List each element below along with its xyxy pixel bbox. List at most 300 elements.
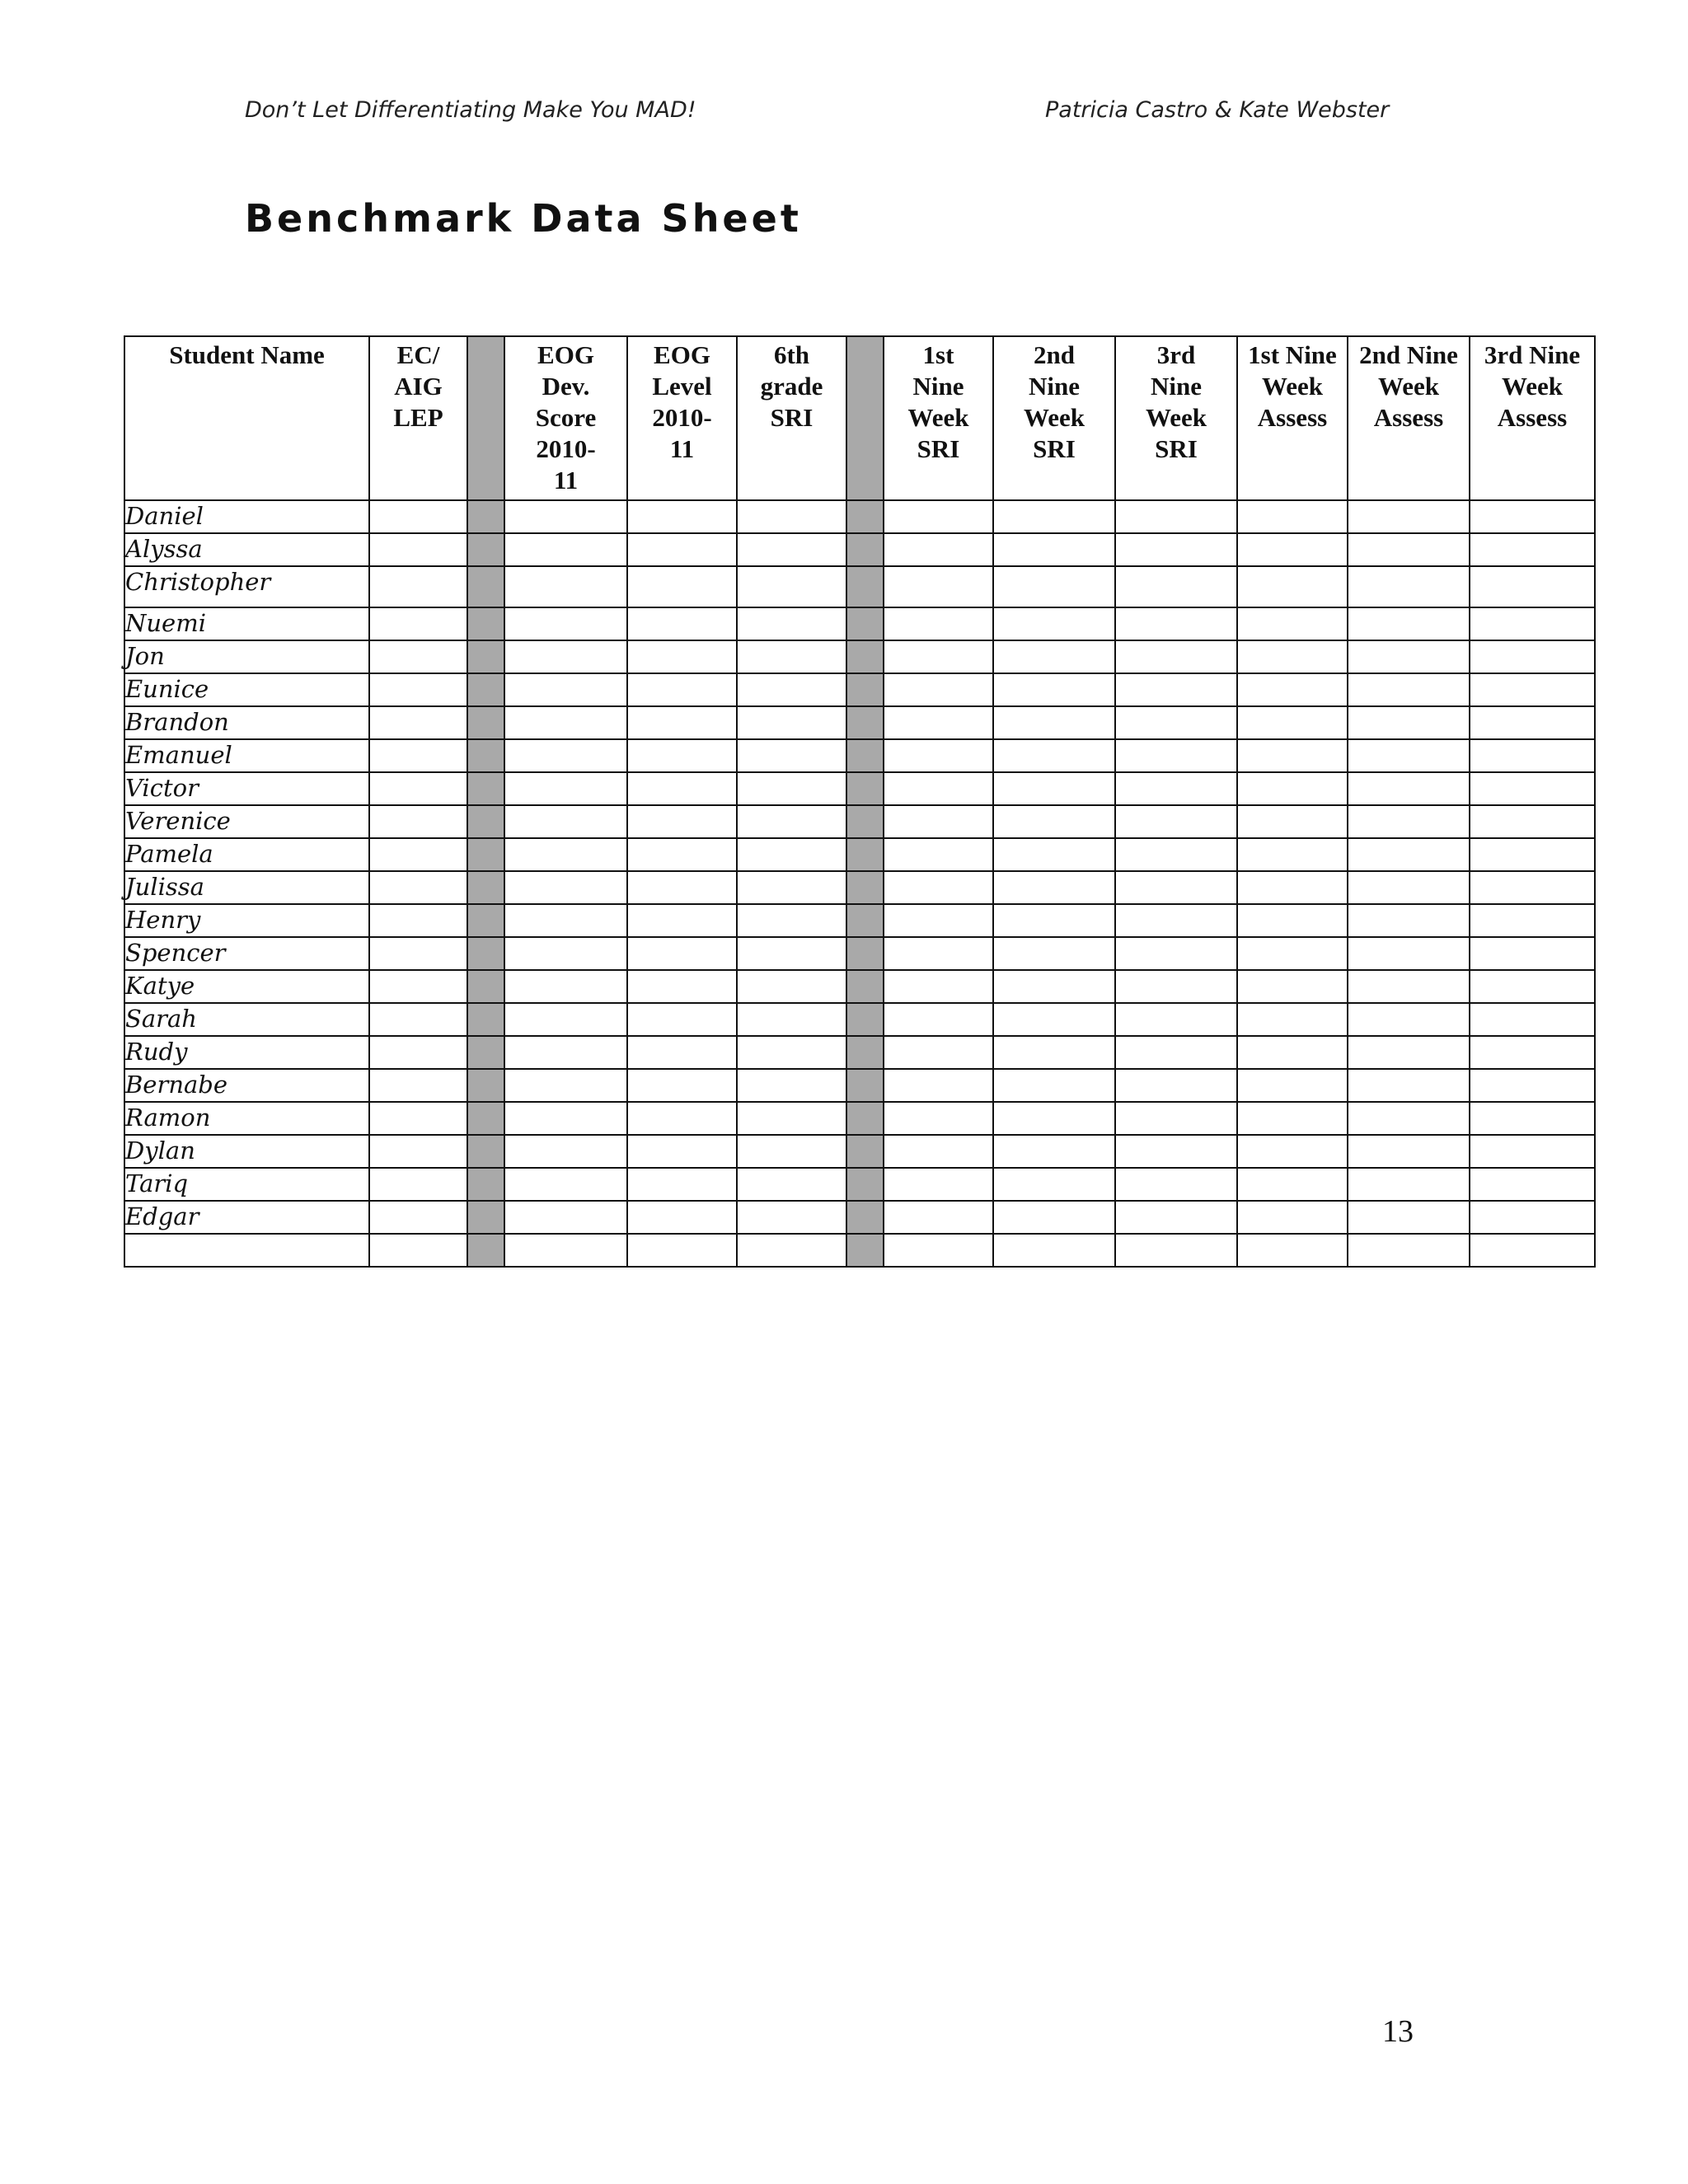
data-entry-cell[interactable]	[369, 970, 467, 1003]
data-entry-cell[interactable]	[1115, 805, 1237, 838]
col-student-name	[124, 336, 369, 500]
data-entry-cell[interactable]	[369, 1102, 467, 1135]
divider-cell	[467, 706, 504, 739]
data-entry-cell[interactable]	[1348, 1168, 1470, 1201]
student-name: Brandon	[124, 706, 369, 739]
data-entry-cell[interactable]	[504, 937, 627, 970]
data-entry-cell[interactable]	[1115, 871, 1237, 904]
col-eog-dev-score	[504, 336, 627, 500]
student-name: Nuemi	[124, 607, 369, 640]
data-entry-cell[interactable]	[1115, 1102, 1237, 1135]
data-entry-cell[interactable]	[1470, 739, 1595, 772]
data-entry-cell[interactable]	[369, 772, 467, 805]
data-entry-cell[interactable]	[1237, 1168, 1348, 1201]
data-entry-cell[interactable]	[504, 1036, 627, 1069]
data-entry-cell[interactable]	[1470, 937, 1595, 970]
data-entry-cell[interactable]	[1115, 566, 1237, 607]
data-entry-cell[interactable]	[737, 805, 846, 838]
data-entry-cell[interactable]	[504, 1201, 627, 1234]
col-3rd-nine-week-sri	[1115, 336, 1237, 500]
data-entry-cell[interactable]	[504, 673, 627, 706]
data-entry-cell[interactable]	[884, 1003, 993, 1036]
data-entry-cell[interactable]	[627, 1234, 737, 1267]
data-entry-cell[interactable]	[627, 739, 737, 772]
data-entry-cell[interactable]	[1237, 566, 1348, 607]
data-entry-cell[interactable]	[1237, 838, 1348, 871]
data-entry-cell[interactable]	[627, 533, 737, 566]
data-entry-cell[interactable]	[1115, 772, 1237, 805]
divider-cell	[467, 871, 504, 904]
header-line: 1st	[922, 340, 954, 369]
data-entry-cell[interactable]	[1115, 937, 1237, 970]
data-entry-cell[interactable]	[1470, 1003, 1595, 1036]
data-entry-cell[interactable]	[369, 706, 467, 739]
header-line: 2nd	[1034, 340, 1075, 369]
data-entry-cell[interactable]	[737, 1069, 846, 1102]
data-entry-cell[interactable]	[993, 500, 1115, 533]
student-name: Dylan	[124, 1135, 369, 1168]
data-entry-cell[interactable]	[504, 640, 627, 673]
student-name: Rudy	[124, 1036, 369, 1069]
data-entry-cell[interactable]	[1237, 970, 1348, 1003]
data-entry-cell[interactable]	[627, 937, 737, 970]
data-entry-cell[interactable]	[1237, 772, 1348, 805]
divider-cell	[467, 1234, 504, 1267]
data-entry-cell[interactable]	[737, 1168, 846, 1201]
data-entry-cell[interactable]	[369, 673, 467, 706]
divider-cell	[467, 1036, 504, 1069]
data-entry-cell[interactable]	[1237, 1003, 1348, 1036]
data-entry-cell[interactable]	[1237, 607, 1348, 640]
divider-cell	[846, 739, 884, 772]
data-entry-cell[interactable]	[737, 1201, 846, 1234]
data-entry-cell[interactable]	[993, 1135, 1115, 1168]
data-entry-cell[interactable]	[369, 937, 467, 970]
data-entry-cell[interactable]	[1470, 871, 1595, 904]
data-entry-cell[interactable]	[369, 533, 467, 566]
data-entry-cell[interactable]	[504, 566, 627, 607]
data-entry-cell[interactable]	[1115, 1168, 1237, 1201]
student-name: Henry	[124, 904, 369, 937]
data-entry-cell[interactable]	[993, 805, 1115, 838]
data-entry-cell[interactable]	[993, 640, 1115, 673]
data-entry-cell[interactable]	[1237, 1234, 1348, 1267]
data-entry-cell[interactable]	[1237, 706, 1348, 739]
data-entry-cell[interactable]	[884, 1201, 993, 1234]
data-entry-cell[interactable]	[504, 1102, 627, 1135]
data-entry-cell[interactable]	[884, 566, 993, 607]
divider-cell	[467, 640, 504, 673]
data-entry-cell[interactable]	[504, 838, 627, 871]
header-line: Nine	[912, 372, 964, 401]
data-entry-cell[interactable]	[1348, 1135, 1470, 1168]
data-entry-cell[interactable]	[1237, 937, 1348, 970]
student-row	[124, 805, 1595, 838]
student-name: Ramon	[124, 1102, 369, 1135]
data-entry-cell[interactable]	[737, 1036, 846, 1069]
data-entry-cell[interactable]	[627, 640, 737, 673]
data-entry-cell[interactable]	[1115, 838, 1237, 871]
data-entry-cell[interactable]	[737, 871, 846, 904]
data-entry-cell[interactable]	[884, 871, 993, 904]
data-entry-cell[interactable]	[627, 871, 737, 904]
data-entry-cell[interactable]	[1237, 739, 1348, 772]
divider-cell	[846, 607, 884, 640]
student-row	[124, 673, 1595, 706]
data-entry-cell[interactable]	[1237, 904, 1348, 937]
data-entry-cell[interactable]	[369, 1135, 467, 1168]
data-entry-cell[interactable]	[737, 739, 846, 772]
data-entry-cell[interactable]	[1470, 1069, 1595, 1102]
data-entry-cell[interactable]	[1115, 1003, 1237, 1036]
data-entry-cell[interactable]	[1115, 1201, 1237, 1234]
divider-cell	[846, 805, 884, 838]
student-name: Jon	[124, 640, 369, 673]
data-entry-cell[interactable]	[737, 1003, 846, 1036]
data-entry-cell[interactable]	[993, 533, 1115, 566]
header-line: Assess	[1497, 403, 1568, 432]
data-entry-cell[interactable]	[627, 1201, 737, 1234]
data-entry-cell[interactable]	[1115, 500, 1237, 533]
data-entry-cell[interactable]	[627, 706, 737, 739]
data-entry-cell[interactable]	[369, 1069, 467, 1102]
data-entry-cell[interactable]	[1115, 1036, 1237, 1069]
data-entry-cell[interactable]	[1115, 970, 1237, 1003]
data-entry-cell[interactable]	[1348, 1102, 1470, 1135]
student-row	[124, 640, 1595, 673]
data-entry-cell[interactable]	[1237, 871, 1348, 904]
data-entry-cell[interactable]	[1470, 1135, 1595, 1168]
data-entry-cell[interactable]	[369, 739, 467, 772]
benchmark-table	[124, 335, 1596, 1268]
data-entry-cell[interactable]	[1237, 500, 1348, 533]
data-entry-cell[interactable]	[1348, 937, 1470, 970]
data-entry-cell[interactable]	[884, 706, 993, 739]
data-entry-cell[interactable]	[993, 838, 1115, 871]
divider-cell	[846, 1003, 884, 1036]
data-entry-cell[interactable]	[1348, 739, 1470, 772]
data-entry-cell[interactable]	[1470, 772, 1595, 805]
data-entry-cell[interactable]	[504, 904, 627, 937]
data-entry-cell[interactable]	[627, 1003, 737, 1036]
header-line: Assess	[1257, 403, 1328, 432]
data-entry-cell[interactable]	[1348, 1036, 1470, 1069]
data-entry-cell[interactable]	[1237, 673, 1348, 706]
data-entry-cell[interactable]	[884, 772, 993, 805]
data-entry-cell[interactable]	[884, 838, 993, 871]
data-entry-cell[interactable]	[1115, 673, 1237, 706]
divider-cell	[467, 1069, 504, 1102]
data-entry-cell[interactable]	[627, 904, 737, 937]
data-entry-cell[interactable]	[1348, 904, 1470, 937]
data-entry-cell[interactable]	[627, 607, 737, 640]
header-line: LEP	[393, 403, 443, 432]
divider-cell	[846, 1135, 884, 1168]
data-entry-cell[interactable]	[1470, 1102, 1595, 1135]
data-entry-cell[interactable]	[993, 871, 1115, 904]
data-entry-cell[interactable]	[737, 500, 846, 533]
data-entry-cell[interactable]	[737, 1102, 846, 1135]
data-entry-cell[interactable]	[504, 772, 627, 805]
data-entry-cell[interactable]	[504, 1234, 627, 1267]
header-line: 2nd Nine	[1359, 340, 1458, 369]
data-entry-cell[interactable]	[1348, 805, 1470, 838]
data-entry-cell[interactable]	[993, 772, 1115, 805]
data-entry-cell[interactable]	[369, 1201, 467, 1234]
data-entry-cell[interactable]	[369, 566, 467, 607]
student-row	[124, 533, 1595, 566]
data-entry-cell[interactable]	[627, 838, 737, 871]
data-entry-cell[interactable]	[504, 739, 627, 772]
data-entry-cell[interactable]	[993, 1234, 1115, 1267]
data-entry-cell[interactable]	[504, 1168, 627, 1201]
data-entry-cell[interactable]	[1348, 772, 1470, 805]
data-entry-cell[interactable]	[504, 1003, 627, 1036]
data-entry-cell[interactable]	[1237, 1069, 1348, 1102]
data-entry-cell[interactable]	[884, 1102, 993, 1135]
data-entry-cell[interactable]	[884, 673, 993, 706]
data-entry-cell[interactable]	[1470, 805, 1595, 838]
data-entry-cell[interactable]	[884, 739, 993, 772]
data-entry-cell[interactable]	[1470, 500, 1595, 533]
data-entry-cell[interactable]	[993, 1036, 1115, 1069]
col-2nd-nine-week-sri	[993, 336, 1115, 500]
divider-cell	[467, 566, 504, 607]
data-entry-cell[interactable]	[1470, 1201, 1595, 1234]
data-entry-cell[interactable]	[1348, 1201, 1470, 1234]
data-entry-cell[interactable]	[504, 805, 627, 838]
data-entry-cell[interactable]	[884, 640, 993, 673]
data-entry-cell[interactable]	[737, 673, 846, 706]
data-entry-cell[interactable]	[1115, 607, 1237, 640]
divider-cell	[467, 533, 504, 566]
data-entry-cell[interactable]	[884, 1234, 993, 1267]
data-entry-cell[interactable]	[504, 500, 627, 533]
data-entry-cell[interactable]	[737, 1234, 846, 1267]
data-entry-cell[interactable]	[1115, 1135, 1237, 1168]
data-entry-cell[interactable]	[1348, 1069, 1470, 1102]
header-line: 2010-	[536, 434, 596, 463]
data-entry-cell[interactable]	[1470, 607, 1595, 640]
student-row	[124, 772, 1595, 805]
data-entry-cell[interactable]	[993, 970, 1115, 1003]
header-line: 3rd	[1156, 340, 1196, 369]
student-name: Victor	[124, 772, 369, 805]
divider-cell	[846, 1168, 884, 1201]
data-entry-cell[interactable]	[1237, 805, 1348, 838]
data-entry-cell[interactable]	[1348, 871, 1470, 904]
data-entry-cell[interactable]	[504, 871, 627, 904]
data-entry-cell[interactable]	[993, 607, 1115, 640]
data-entry-cell[interactable]	[993, 1168, 1115, 1201]
data-entry-cell[interactable]	[1348, 566, 1470, 607]
data-entry-cell[interactable]	[1237, 1201, 1348, 1234]
data-entry-cell[interactable]	[993, 566, 1115, 607]
data-entry-cell[interactable]	[627, 1069, 737, 1102]
header-line: Week	[1501, 372, 1564, 401]
data-entry-cell[interactable]	[627, 1168, 737, 1201]
student-name: Katye	[124, 970, 369, 1003]
data-entry-cell[interactable]	[1348, 500, 1470, 533]
data-entry-cell[interactable]	[369, 1168, 467, 1201]
data-entry-cell[interactable]	[1348, 607, 1470, 640]
data-entry-cell[interactable]	[737, 706, 846, 739]
data-entry-cell[interactable]	[504, 1069, 627, 1102]
data-entry-cell[interactable]	[884, 533, 993, 566]
data-entry-cell[interactable]	[884, 1168, 993, 1201]
data-entry-cell[interactable]	[993, 937, 1115, 970]
data-entry-cell[interactable]	[627, 566, 737, 607]
divider-cell	[467, 937, 504, 970]
header-line: 2010-	[652, 403, 712, 432]
data-entry-cell[interactable]	[884, 904, 993, 937]
student-row	[124, 566, 1595, 607]
data-entry-cell[interactable]	[1470, 838, 1595, 871]
data-entry-cell[interactable]	[1470, 673, 1595, 706]
data-entry-cell[interactable]	[993, 673, 1115, 706]
data-entry-cell[interactable]	[1470, 970, 1595, 1003]
data-entry-cell[interactable]	[993, 904, 1115, 937]
student-row	[124, 739, 1595, 772]
header-row	[124, 336, 1595, 500]
data-entry-cell[interactable]	[627, 970, 737, 1003]
data-entry-cell[interactable]	[737, 937, 846, 970]
student-row	[124, 838, 1595, 871]
data-entry-cell[interactable]	[1115, 1234, 1237, 1267]
data-entry-cell[interactable]	[737, 566, 846, 607]
data-entry-cell[interactable]	[1348, 640, 1470, 673]
student-name: Julissa	[124, 871, 369, 904]
data-entry-cell[interactable]	[1237, 1102, 1348, 1135]
data-entry-cell[interactable]	[1348, 1003, 1470, 1036]
data-entry-cell[interactable]	[1348, 673, 1470, 706]
data-entry-cell[interactable]	[1115, 533, 1237, 566]
data-entry-cell[interactable]	[737, 772, 846, 805]
data-entry-cell[interactable]	[737, 607, 846, 640]
header-line: Level	[652, 372, 712, 401]
header-line: Nine	[1029, 372, 1080, 401]
running-header-title: Don’t Let Differentiating Make You MAD!	[245, 97, 696, 123]
data-entry-cell[interactable]	[737, 640, 846, 673]
data-entry-cell[interactable]	[369, 640, 467, 673]
header-line: Week	[1377, 372, 1440, 401]
data-entry-cell[interactable]	[1348, 706, 1470, 739]
data-entry-cell[interactable]	[627, 500, 737, 533]
data-entry-cell[interactable]	[1115, 640, 1237, 673]
data-entry-cell[interactable]	[993, 1069, 1115, 1102]
data-entry-cell[interactable]	[737, 970, 846, 1003]
data-entry-cell[interactable]	[1470, 640, 1595, 673]
col-3rd-nine-week-assess	[1470, 336, 1595, 500]
data-entry-cell[interactable]	[369, 1003, 467, 1036]
data-entry-cell[interactable]	[1115, 904, 1237, 937]
divider-cell	[467, 500, 504, 533]
running-header-authors: Patricia Castro & Kate Webster	[1045, 97, 1390, 123]
data-entry-cell[interactable]	[1348, 533, 1470, 566]
data-entry-cell[interactable]	[1470, 1168, 1595, 1201]
data-entry-cell[interactable]	[1348, 970, 1470, 1003]
data-entry-cell[interactable]	[627, 772, 737, 805]
student-name: Sarah	[124, 1003, 369, 1036]
data-entry-cell[interactable]	[369, 805, 467, 838]
data-entry-cell[interactable]	[627, 1102, 737, 1135]
page-title: Benchmark Data Sheet	[245, 196, 802, 241]
data-entry-cell[interactable]	[369, 871, 467, 904]
data-entry-cell[interactable]	[369, 1234, 467, 1267]
data-entry-cell[interactable]	[993, 1102, 1115, 1135]
data-entry-cell[interactable]	[504, 533, 627, 566]
divider-cell	[846, 500, 884, 533]
data-entry-cell[interactable]	[884, 1036, 993, 1069]
data-entry-cell[interactable]	[1237, 533, 1348, 566]
data-entry-cell[interactable]	[369, 500, 467, 533]
data-entry-cell[interactable]	[369, 838, 467, 871]
divider-cell	[846, 838, 884, 871]
student-name: Bernabe	[124, 1069, 369, 1102]
data-entry-cell[interactable]	[1237, 640, 1348, 673]
data-entry-cell[interactable]	[369, 607, 467, 640]
data-entry-cell[interactable]	[1470, 566, 1595, 607]
data-entry-cell[interactable]	[884, 805, 993, 838]
divider-cell	[467, 1003, 504, 1036]
data-entry-cell[interactable]	[1237, 1036, 1348, 1069]
data-entry-cell[interactable]	[1115, 1069, 1237, 1102]
data-entry-cell[interactable]	[884, 1135, 993, 1168]
data-entry-cell[interactable]	[884, 937, 993, 970]
data-entry-cell[interactable]	[737, 1135, 846, 1168]
data-entry-cell[interactable]	[504, 706, 627, 739]
data-entry-cell[interactable]	[1115, 739, 1237, 772]
data-entry-cell[interactable]	[993, 1201, 1115, 1234]
data-entry-cell[interactable]	[993, 1003, 1115, 1036]
divider-cell	[846, 871, 884, 904]
data-entry-cell[interactable]	[1348, 838, 1470, 871]
data-entry-cell[interactable]	[369, 904, 467, 937]
data-entry-cell[interactable]	[1237, 1135, 1348, 1168]
data-entry-cell[interactable]	[884, 970, 993, 1003]
data-entry-cell[interactable]	[627, 1135, 737, 1168]
data-entry-cell[interactable]	[504, 607, 627, 640]
data-entry-cell[interactable]	[993, 706, 1115, 739]
data-entry-cell[interactable]	[627, 1036, 737, 1069]
data-entry-cell[interactable]	[884, 500, 993, 533]
data-entry-cell[interactable]	[369, 1036, 467, 1069]
data-entry-cell[interactable]	[737, 904, 846, 937]
data-entry-cell[interactable]	[1470, 904, 1595, 937]
divider-cell	[467, 607, 504, 640]
data-entry-cell[interactable]	[627, 805, 737, 838]
data-entry-cell[interactable]	[1470, 706, 1595, 739]
data-entry-cell[interactable]	[1470, 1036, 1595, 1069]
data-entry-cell[interactable]	[884, 607, 993, 640]
header-line: Student Name	[169, 340, 325, 369]
data-entry-cell[interactable]	[1470, 533, 1595, 566]
student-name: Verenice	[124, 805, 369, 838]
data-entry-cell[interactable]	[737, 838, 846, 871]
data-entry-cell[interactable]	[504, 1135, 627, 1168]
divider-cell	[467, 1102, 504, 1135]
data-entry-cell[interactable]	[1115, 706, 1237, 739]
data-entry-cell[interactable]	[1348, 1234, 1470, 1267]
data-entry-cell[interactable]	[627, 673, 737, 706]
data-entry-cell[interactable]	[1470, 1234, 1595, 1267]
col-ec-aig-lep	[369, 336, 467, 500]
data-entry-cell[interactable]	[737, 533, 846, 566]
data-entry-cell[interactable]	[993, 739, 1115, 772]
data-entry-cell[interactable]	[504, 970, 627, 1003]
divider-cell	[846, 772, 884, 805]
data-entry-cell[interactable]	[884, 1069, 993, 1102]
